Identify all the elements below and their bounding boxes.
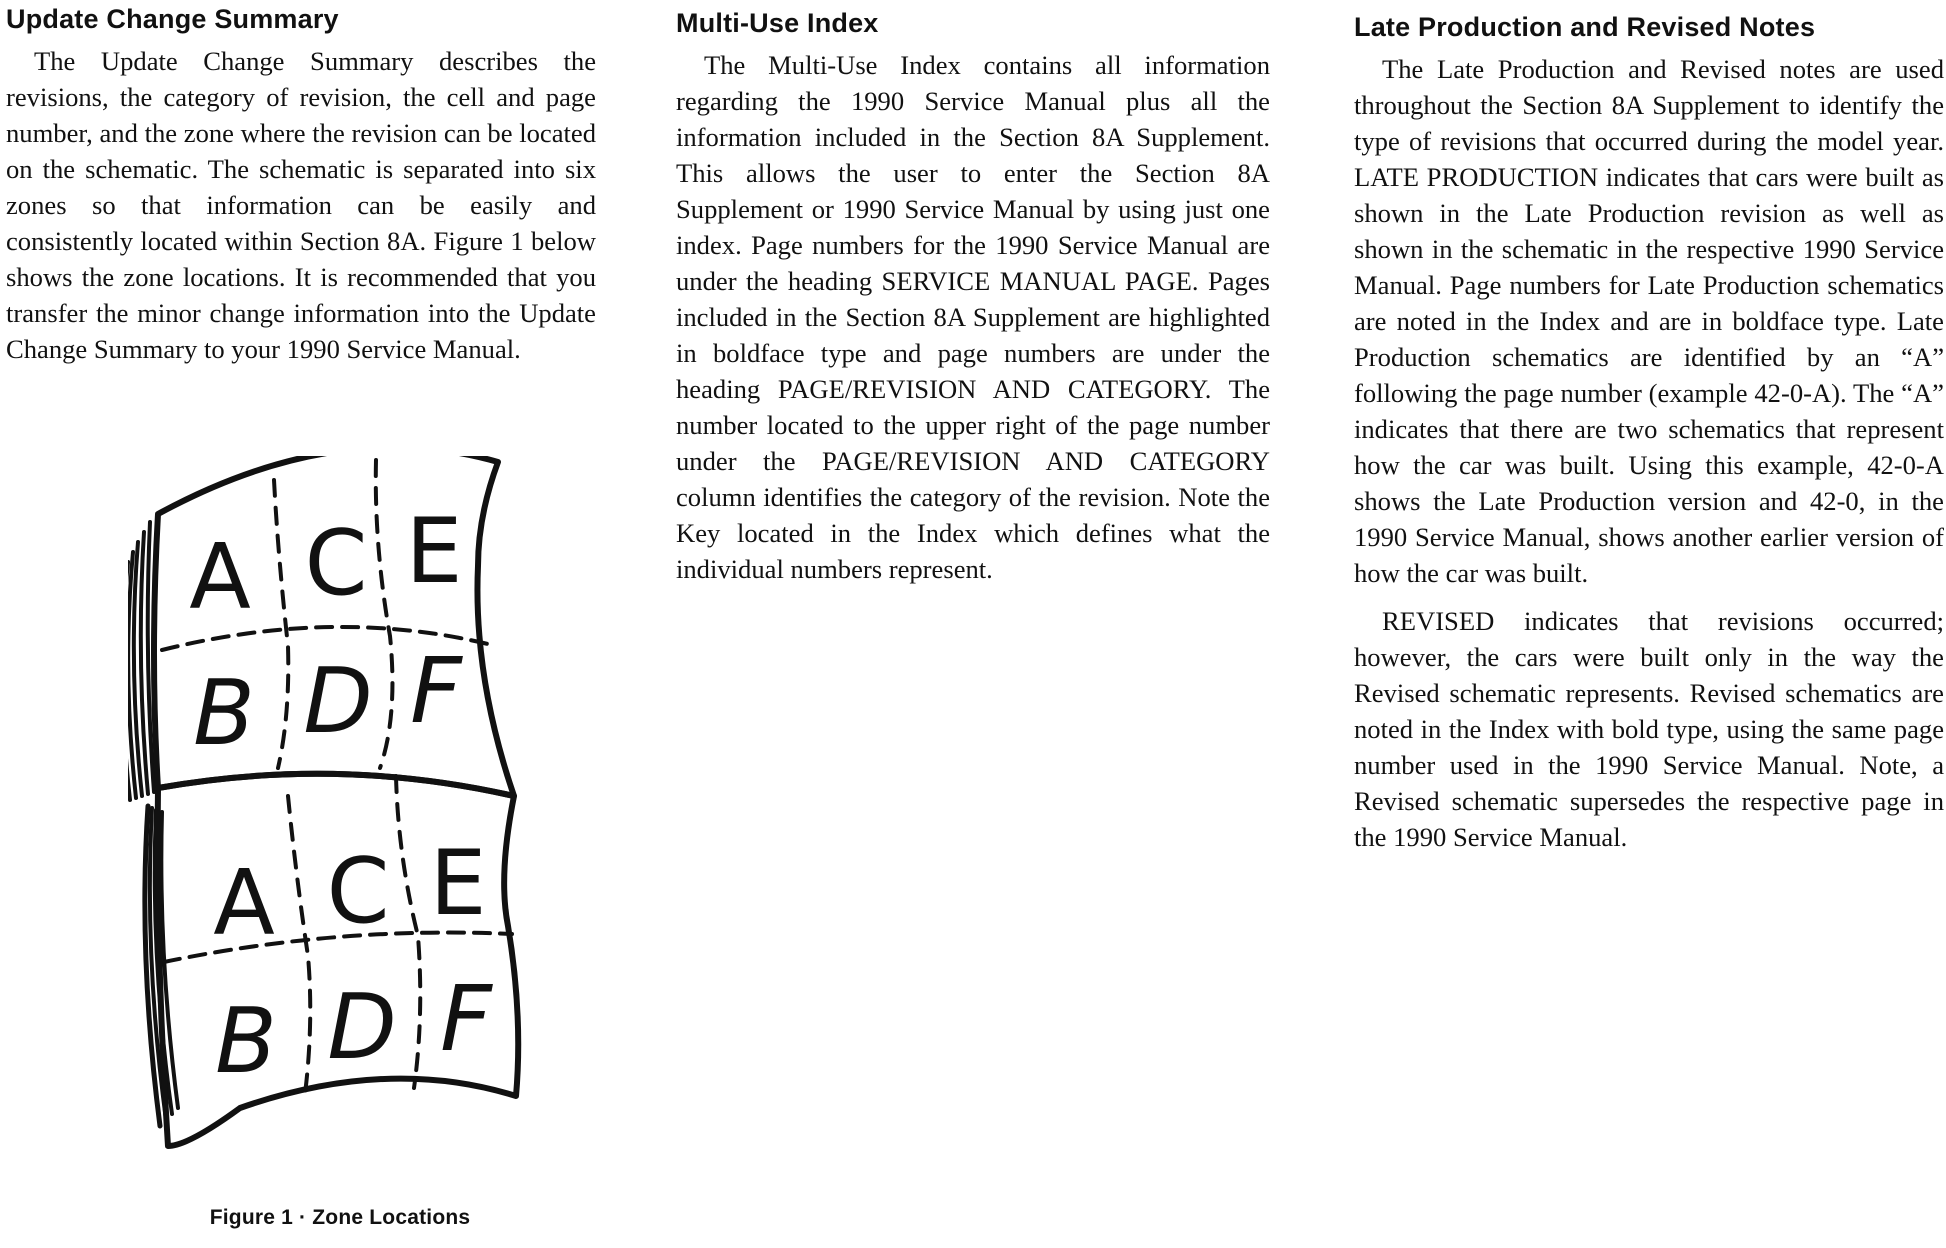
paragraph-late-production: The Late Production and Revised notes are used throughout the Section 8A Supplement to identify the type of revisions that occurred during the model year. LATE PRODUCTION indicates that cars were built as shown in the Late Production revision as well as shown in the schematic in the respective 1990 Service Manual. Page numbers for Late Production schematics are noted in the Index and are in boldface type. Late Production schematics are identified by an “A” following the page number (example 42-0-A). The “A” indicates that there are two schematics that represent how the car was built. Using this example, 42-0-A shows the Late Production version and 42-0, in the 1990 Service Manual, shows another earlier version of how the car was built. bbox=[1354, 54, 1944, 588]
zone-label-upper-d: D bbox=[303, 649, 373, 754]
page-lower-outline bbox=[158, 774, 519, 1146]
heading-late-production-revised: Late Production and Revised Notes bbox=[1354, 12, 1816, 42]
zone-label-lower-a: A bbox=[213, 851, 275, 956]
paragraph-multi-use-index: The Multi-Use Index contains all information regarding the 1990 Service Manual plus all the information included in the Section 8A Supplement. This allows the user to enter the Section 8A Supplement or 1990 Service Manual by using just one index. Page numbers for the 1990 Service Manual are under the heading SERVICE MANUAL PAGE. Pages included in the Section 8A Supplement are highlighted in boldface type and page numbers are under the heading PAGE/REVISION AND CATEGORY. The number located to the upper right of the page number under the PAGE/REVISION AND CATEGORY column identifies the category of the revision. Note the Key located in the Index which defines what the individual numbers represent. bbox=[676, 50, 1270, 584]
paragraph-update-change-summary: The Update Change Summary describes the revisions, the category of revision, the cell and page number, and the zone where the revision can be located on the schematic. The schematic is separated into six zones so that information can be easily and consistently located within Section 8A. Figure 1 below shows the zone locations. It is recommended that you transfer the minor change information into the Update Change Summary to your 1990 Service Manual. bbox=[6, 46, 596, 364]
zone-label-upper-b: B bbox=[193, 661, 255, 766]
zone-locations-figure bbox=[128, 456, 604, 1176]
zone-label-lower-b: B bbox=[215, 989, 277, 1094]
column-update-change-summary bbox=[6, 0, 596, 367]
zone-label-upper-a: A bbox=[189, 525, 251, 630]
upper-vertical-divider-1 bbox=[274, 480, 288, 768]
lower-vertical-divider-1 bbox=[288, 796, 310, 1102]
column-multi-use-index bbox=[676, 0, 1270, 587]
upper-vertical-divider-2 bbox=[376, 460, 393, 768]
figure-caption: Figure 1 · Zone Locations bbox=[209, 1206, 471, 1229]
zone-diagram-svg bbox=[128, 456, 604, 1176]
zone-label-upper-e: E bbox=[405, 499, 463, 604]
heading-multi-use-index: Multi-Use Index bbox=[676, 8, 879, 38]
zone-label-lower-c: C bbox=[326, 839, 390, 944]
zone-label-upper-c: C bbox=[304, 511, 368, 616]
heading-update-change-summary: Update Change Summary bbox=[6, 4, 339, 34]
column-late-production-revised bbox=[1354, 0, 1944, 855]
zone-label-lower-e: E bbox=[429, 831, 487, 936]
zone-label-lower-d: D bbox=[327, 975, 397, 1080]
zone-label-lower-f: F bbox=[440, 967, 492, 1072]
zone-label-upper-f: F bbox=[410, 639, 462, 744]
paragraph-revised: REVISED indicates that revisions occurred; however, the cars were built only in the way the Revised schematic represents. Revised schematics are noted in the Index with bold type, using the same page number used in the 1990 Service Manual. Note, a Revised schematic supersedes the respective page in the 1990 Service Manual. bbox=[1354, 606, 1944, 852]
